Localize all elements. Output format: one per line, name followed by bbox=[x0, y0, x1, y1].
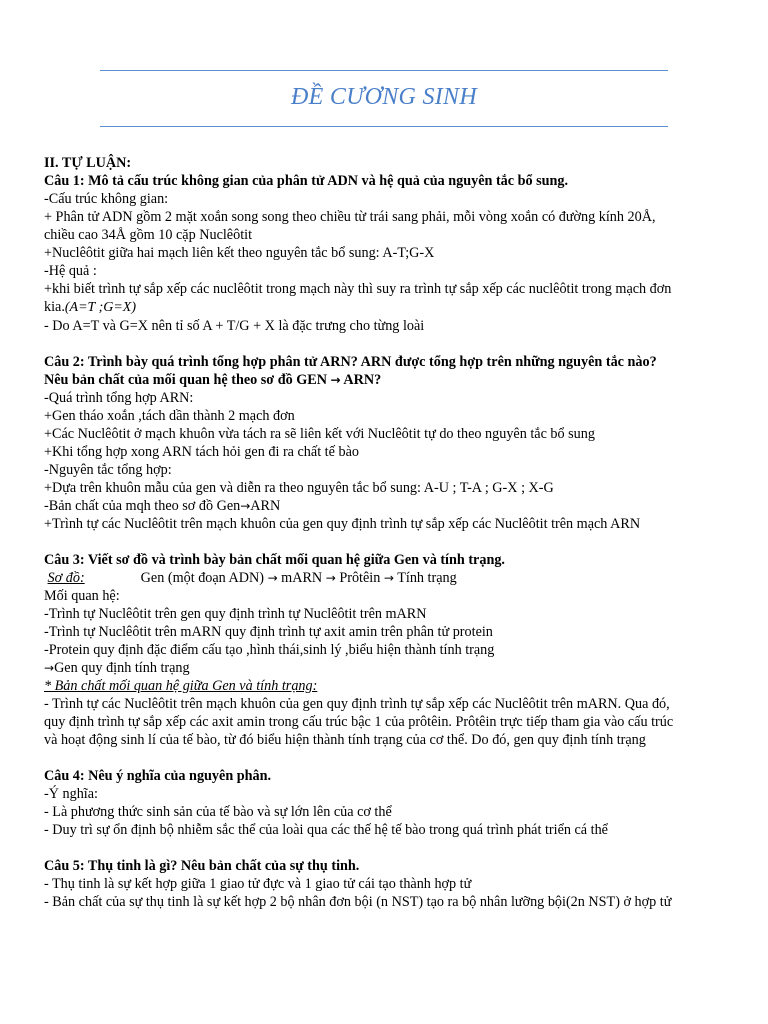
q3-line: và hoạt động sinh lí của tế bào, từ đó biểu hiện thành tính trạng của cơ thể. Do đó, gen quy định tính trạng bbox=[44, 732, 646, 748]
arrow-icon: → bbox=[325, 571, 336, 585]
q2-line: +Các Nuclêôtit ở mạch khuôn vừa tách ra sẽ liên kết với Nuclêôtit tự do theo nguyên tắc bổ sung bbox=[44, 426, 595, 442]
q3-line: -Trình tự Nuclêôtit trên gen quy định trình tự Nuclêôtit trên mARN bbox=[44, 606, 427, 622]
q4-line: - Là phương thức sinh sản của tế bào và sự lớn lên của cơ thể bbox=[44, 804, 392, 820]
q3-diagram bbox=[44, 569, 734, 587]
q3-subheading: * Bản chất mối quan hệ giữa Gen và tính trạng: bbox=[44, 678, 318, 694]
q2-line: -Quá trình tổng hợp ARN: bbox=[44, 390, 194, 406]
q2-heading-text: ARN? bbox=[343, 372, 382, 388]
q1-line: +Nuclêôtit giữa hai mạch liên kết theo nguyên tắc bổ sung: A-T;G-X bbox=[44, 245, 435, 261]
q1-heading: Câu 1: Mô tả cấu trúc không gian của phân tử ADN và hệ quả của nguyên tắc bổ sung. bbox=[44, 173, 569, 189]
q5-heading: Câu 5: Thụ tinh là gì? Nêu bản chất của sự thụ tinh. bbox=[44, 858, 360, 874]
q2-line: +Gen tháo xoắn ,tách dần thành 2 mạch đơn bbox=[44, 408, 295, 424]
q1-line bbox=[44, 298, 734, 317]
q1-line: chiều cao 34Å gồm 10 cặp Nuclêôtit bbox=[44, 227, 253, 243]
title-bottom-rule bbox=[100, 126, 668, 127]
q3-line-text: Gen quy định tính trạng bbox=[54, 660, 190, 676]
q1-line: +khi biết trình tự sắp xếp các nuclêôtit trong mạch này thì suy ra trình tự sắp xếp các nuclêôtit trong mạch đơn bbox=[44, 281, 672, 297]
q5-line: - Bản chất của sự thụ tinh là sự kết hợp 2 bộ nhân đơn bội (n NST) tạo ra bộ nhân lưỡng bội(2n NST) ở hợp tử bbox=[44, 894, 672, 910]
q2-line: -Nguyên tắc tổng hợp: bbox=[44, 462, 172, 478]
q1-line: + Phân tử ADN gồm 2 mặt xoắn song song theo chiều từ trái sang phải, mỗi vòng xoắn có đường kính 20Å, bbox=[44, 209, 656, 225]
q3-heading: Câu 3: Viết sơ đồ và trình bày bản chất mối quan hệ giữa Gen và tính trạng. bbox=[44, 552, 505, 568]
q2-line: +Dựa trên khuôn mẫu của gen và diễn ra theo nguyên tắc bổ sung: A-U ; T-A ; G-X ; X-G bbox=[44, 480, 554, 496]
diagram-step: Prôtêin bbox=[339, 570, 381, 586]
arrow-icon: → bbox=[240, 499, 251, 513]
q4-heading: Câu 4: Nêu ý nghĩa của nguyên phân. bbox=[44, 768, 272, 784]
q1-line: -Hệ quả : bbox=[44, 263, 97, 279]
diagram-step: Gen (một đoạn ADN) bbox=[140, 570, 265, 586]
q2-line: +Khi tổng hợp xong ARN tách hỏi gen đi ra chất tế bào bbox=[44, 444, 359, 460]
diagram-step: mARN bbox=[281, 570, 323, 586]
arrow-icon: → bbox=[267, 571, 278, 585]
q5-line: - Thụ tinh là sự kết hợp giữa 1 giao tử đực và 1 giao tử cái tạo thành hợp tử bbox=[44, 876, 472, 892]
q1-line: - Do A=T và G=X nên tỉ số A + T/G + X là đặc trưng cho từng loài bbox=[44, 318, 425, 334]
q2-line bbox=[44, 497, 734, 515]
q3-line: -Protein quy định đặc điểm cấu tạo ,hình thái,sinh lý ,biểu hiện thành tính trạng bbox=[44, 642, 495, 658]
diagram-step: Tính trạng bbox=[397, 570, 457, 586]
q1-line-text: kia. bbox=[44, 299, 65, 315]
q4-line: -Ý nghĩa: bbox=[44, 786, 98, 802]
document-body bbox=[44, 154, 734, 911]
diagram-label: Sơ đồ: bbox=[47, 570, 85, 586]
q1-line: -Cấu trúc không gian: bbox=[44, 191, 169, 207]
arrow-icon: → bbox=[330, 373, 341, 387]
q1-formula: (A=T ;G=X) bbox=[64, 300, 137, 315]
q2-heading: Câu 2: Trình bày quá trình tổng hợp phân tử ARN? ARN được tổng hợp trên những nguyên tắc nào? bbox=[44, 354, 657, 370]
q2-line-text: ARN bbox=[250, 498, 281, 514]
q4-line: - Duy trì sự ổn định bộ nhiễm sắc thể của loài qua các thế hệ tế bào trong quá trình phát triển cá thể bbox=[44, 822, 608, 838]
page-title: ĐỀ CƯƠNG SINH bbox=[291, 84, 477, 110]
q2-line-text: -Bản chất của mqh theo sơ đồ Gen bbox=[44, 498, 241, 514]
q3-line: Mối quan hệ: bbox=[44, 588, 120, 604]
q3-line: -Trình tự Nuclêôtit trên mARN quy định trình tự axit amin trên phân tử protein bbox=[44, 624, 493, 640]
q3-line: - Trình tự các Nuclêôtit trên mạch khuôn của gen quy định trình tự sắp xếp các Nuclêôtit trên mARN. Qua đó, bbox=[44, 696, 670, 712]
q2-line: +Trình tự các Nuclêôtit trên mạch khuôn của gen quy định trình tự sắp xếp các Nuclêôtit trên mạch ARN bbox=[44, 516, 641, 532]
arrow-icon: → bbox=[383, 571, 394, 585]
section-heading: II. TỰ LUẬN: bbox=[44, 155, 132, 171]
q3-line: quy định trình tự sắp xếp các axit amin trong cấu trúc bậc 1 của prôtêin. Prôtêin trực tiếp tham gia vào cấu trúc bbox=[44, 714, 674, 730]
q3-line bbox=[44, 659, 734, 677]
top-rule bbox=[100, 70, 668, 71]
q2-heading-cont bbox=[44, 371, 734, 389]
arrow-icon: → bbox=[44, 661, 55, 675]
q2-heading-text: Nêu bản chất của mối quan hệ theo sơ đồ GEN bbox=[44, 372, 327, 388]
